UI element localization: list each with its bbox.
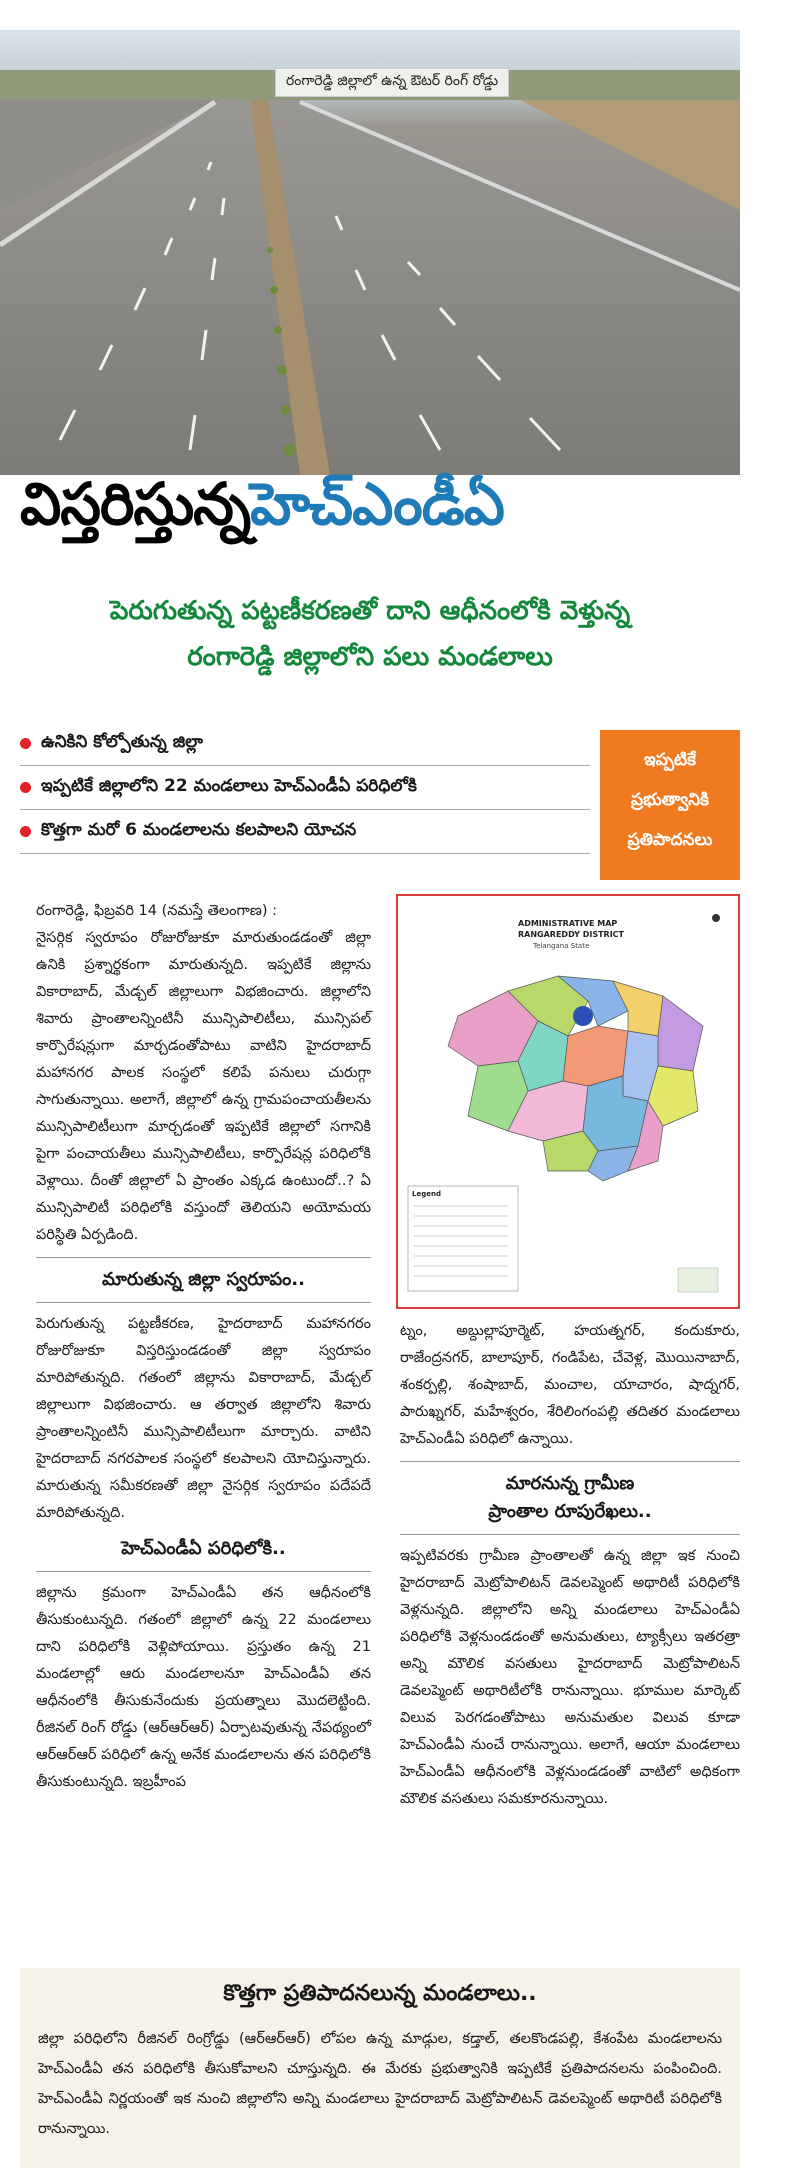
highway-photo xyxy=(0,30,740,475)
key-point-text: కొత్తగా మరో 6 మండలాలను కలపాలని యోచన xyxy=(41,819,357,840)
key-point-text: ఇప్పటికే జిల్లాలోని 22 మండలాలు హెచ్ఎండీఏ పరిధిలోకి xyxy=(41,775,417,796)
map-district: RANGAREDDY DISTRICT xyxy=(518,930,625,939)
section-title: మారుతున్న జిల్లా స్వరూపం.. xyxy=(102,1269,305,1290)
map-state: Telangana State xyxy=(533,942,590,950)
north-arrow-icon xyxy=(712,914,720,922)
subheadline-line-2: రంగారెడ్డి జిల్లాలోని పలు మండలాలు xyxy=(187,642,553,672)
article-paragraph: ఇప్పటివరకు గ్రామీణ ప్రాంతాలతో ఉన్న జిల్లా ఇక నుంచి హైదరాబాద్ మెట్రోపాలిటన్ డెవలప్మెంట్ అథారిటీ పరిధిలోకి వెళ్లనున్నది. జిల్లాలోని అన్ని మండలాలు హెచ్ఎండీఏ పరిధిలోకి వెళ్లనుండడంతో అనుమతులు, ట్యాక్సీలు ఇతరత్రా అన్ని మౌలిక వసతులు హైదరాబాద్ మెట్రోపాలిటన్ డెవలప్మెంట్ అథారిటీలోకి రానున్నాయి. భూముల మార్కెట్ విలువ పెరగడంతోపాటు అనుమతుల విలువ కూడా హెచ్ఎండీఏ నుంచే రానున్నాయి. అలాగే, ఆయా మండలాలు హెచ్ఎండీఏ ఆధీనంలోకి వెళ్లనుండడంతో వాటిలో అధికంగా మౌలిక వసతులు సమకూరనున్నాయి. xyxy=(400,1548,740,1807)
section-title-line-1: మారనున్న గ్రామీణ xyxy=(505,1473,635,1494)
key-point xyxy=(20,810,590,854)
proposals-line-3: ప్రతిపాదనలు xyxy=(627,830,713,850)
article-left-column xyxy=(36,898,371,1796)
article-paragraph: నైసర్గిక స్వరూపం రోజురోజుకూ మారుతుండడంతో జిల్లా ఉనికి ప్రశ్నార్థకంగా మారుతున్నది. ఇప్పటికే జిల్లాను వికారాబాద్, మేడ్చల్ జిల్లాలుగా విభజించారు. జిల్లాలోని శివారు ప్రాంతాలన్నింటినీ మున్సిపాలిటీలు, మున్సిపల్ కార్పొరేషన్లుగా మార్చడంతోపాటు వాటిని హైదరాబాద్ మహానగర పాలక సంస్థలో కలిపే పనులు చురుగ్గా సాగుతున్నాయి. అలాగే, జిల్లాలో ఉన్న గ్రామపంచాయతీలను మున్సిపాలిటీలుగా మార్చడంతో ఇప్పటికే జిల్లాలో సగానికి పైగా పంచాయతీలు మున్సిపాలిటీలు, కార్పొరేషన్ల పరిధిలోకి వెళ్లాయి. దీంతో జిల్లాలో ఏ ప్రాంతం ఎక్కడ ఉంటుందో..? ఏ మున్సిపాలిటీ పరిధిలోకి వస్తుందో తెలియని అయోమయ పరిస్థితి ఏర్పడింది. xyxy=(36,930,371,1243)
key-points xyxy=(20,722,590,854)
dateline: రంగారెడ్డి, ఫిబ్రవరి 14 (నమస్తే తెలంగాణ) : xyxy=(36,903,277,919)
key-point-text: ఉనికిని కోల్పోతున్న జిల్లా xyxy=(41,731,203,752)
map-legend-title: Legend xyxy=(412,1190,441,1198)
subheadline-line-1: పెరుగుతున్న పట్టణీకరణతో దాని ఆధీనంలోకి వెళ్తున్న xyxy=(109,596,631,626)
proposed-mandals-box xyxy=(20,1968,740,2168)
key-point xyxy=(20,766,590,810)
section-title-line-2: ప్రాంతాల రూపురేఖలు.. xyxy=(488,1501,652,1522)
map-mandal-region xyxy=(658,996,703,1071)
photo-caption: రంగారెడ్డి జిల్లాలో ఉన్న ఔటర్ రింగ్ రోడ్డు xyxy=(275,68,509,97)
proposals-line-2: ప్రభుత్వానికి xyxy=(631,790,709,810)
headline-part-1: విస్తరిస్తున్న xyxy=(20,470,251,538)
article-paragraph: ట్నం, అబ్దుల్లాపూర్మెట్, హయత్నగర్, కందుకూరు, రాజేంద్రనగర్, బాలాపూర్, గండిపేట, చేవెళ్ల, మొయినాబాద్, శంకర్పల్లి, శంషాబాద్, మంచాల, యాచారం, షాద్నగర్, పారుఖ్నగర్, మహేశ్వరం, శేరిలింగంపల్లి తదితర మండలాలు హెచ్ఎండీఏ పరిధిలో ఉన్నాయి. xyxy=(400,1323,740,1447)
proposals-line-1: ఇప్పటికే xyxy=(644,750,696,770)
proposed-mandals-text: జిల్లా పరిధిలోని రీజినల్ రింగ్రోడ్డు (ఆర్ఆర్ఆర్) లోపల ఉన్న మాడ్గుల, కడ్తాల్, తలకొండపల్లి, కేశంపేట మండలాలను హెచ్ఎండీఏ తన పరిధిలోకి తీసుకోవాలని చూస్తున్నది. ఈ మేరకు ప్రభుత్వానికి ఇప్పటికే ప్రతిపాదనలను పంపించింది. హెచ్ఎండీఏ నిర్ణయంతో ఇక నుంచి జిల్లాలోని అన్ని మండలాలు హైదరాబాద్ మెట్రోపాలిటన్ డెవలప్మెంట్ అథారిటీ పరిధిలోకి రానున్నాయి. xyxy=(38,2031,722,2137)
article-right-column xyxy=(400,1318,740,1813)
section-title xyxy=(400,1470,740,1526)
headline-part-2: హెచ్ఎండీఏ xyxy=(250,470,504,538)
bullet-dot-icon xyxy=(20,738,31,749)
article-paragraph: పెరుగుతున్న పట్టణీకరణ, హైదరాబాద్ మహానగరం రోజురోజుకూ విస్తరిస్తుండడంతో జిల్లా స్వరూపం మారిపోతున్నది. గతంలో జిల్లాను వికారాబాద్, మేడ్చల్ జిల్లాలుగా విభజించారు. ఆ తర్వాత జిల్లాలోని శివారు ప్రాంతాలన్నింటినీ మున్సిపాలిటీలుగా మార్చారు. వాటిని హైదరాబాద్ నగరపాలక సంస్థలో కలపాలని యోచిస్తున్నారు. మారుతున్న సమీకరణతో జిల్లా నైసర్గిక స్వరూపం పదేపదే మారిపోతున్నది. xyxy=(36,1316,371,1521)
rangareddy-map-image xyxy=(398,896,738,1307)
map-logo xyxy=(678,1268,718,1292)
map-regions xyxy=(448,976,703,1181)
subheadline xyxy=(0,588,740,680)
proposals-box xyxy=(600,730,740,880)
proposed-mandals-title: కొత్తగా ప్రతిపాదనలున్న మండలాలు.. xyxy=(223,1981,537,2006)
map-legend xyxy=(408,1186,518,1291)
district-map xyxy=(396,894,740,1309)
bullet-dot-icon xyxy=(20,782,31,793)
article-paragraph: జిల్లాను క్రమంగా హెచ్ఎండీఏ తన ఆధీనంలోకి తీసుకుంటున్నది. గతంలో జిల్లాలో ఉన్న 22 మండలాలు దాని పరిధిలోకి వెళ్లిపోయాయి. ప్రస్తుతం ఉన్న 21 మండలాల్లో ఆరు మండలాలనూ హెచ్ఎండీఏ తన ఆధీనంలోకి తీసుకునేందుకు ప్రయత్నాలు మొదలెట్టింది. రీజినల్ రింగ్ రోడ్డు (ఆర్ఆర్ఆర్) ఏర్పాటవుతున్న నేపథ్యంలో ఆర్ఆర్ఆర్ పరిధిలో ఉన్న అనేక మండలాలను తన పరిధిలోకి తీసుకుంటున్నది. ఇబ్రహీంప xyxy=(36,1585,371,1790)
key-point xyxy=(20,722,590,766)
map-water-body xyxy=(573,1006,593,1026)
map-title: ADMINISTRATIVE MAP xyxy=(518,919,618,928)
bullet-dot-icon xyxy=(20,826,31,837)
section-title: హెచ్ఎండీఏ పరిధిలోకి.. xyxy=(121,1538,286,1559)
headline xyxy=(20,470,740,570)
